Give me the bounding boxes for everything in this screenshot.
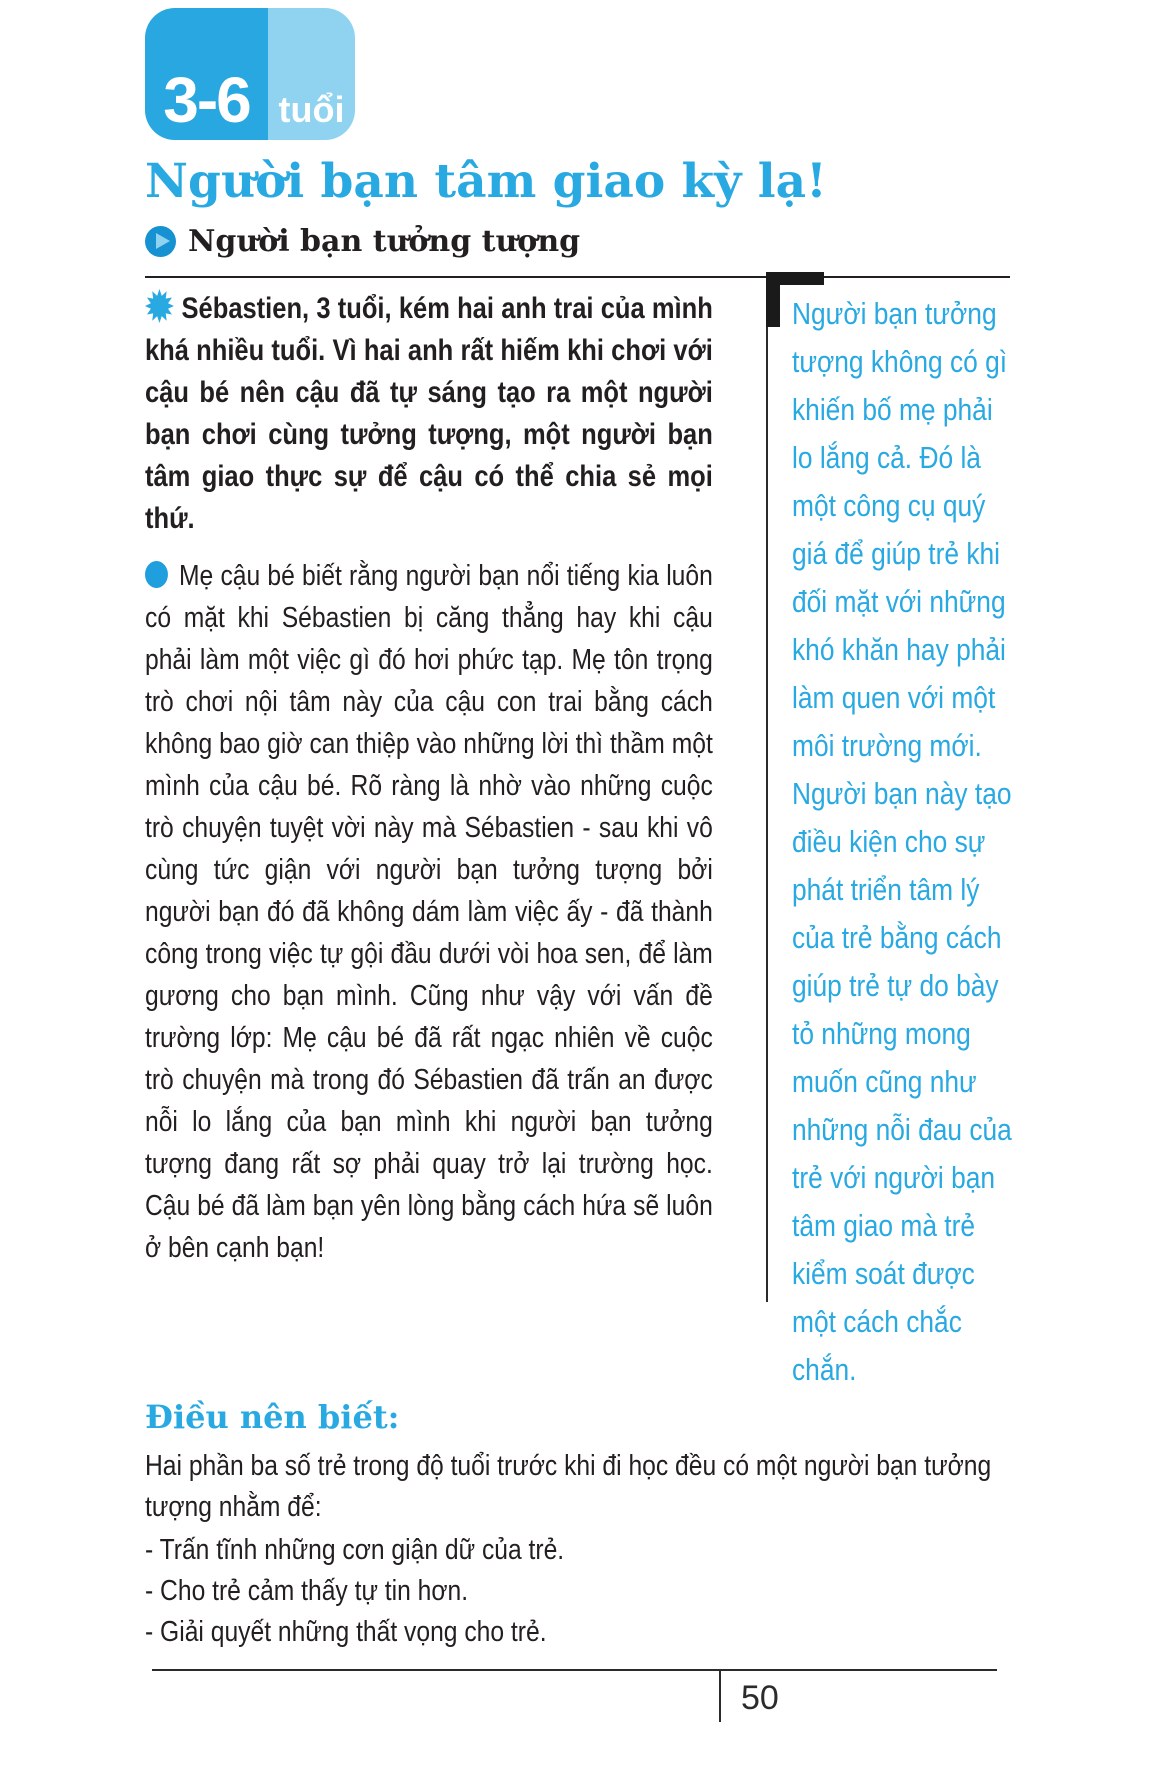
subtitle-label: Người bạn tưởng tượng xyxy=(188,224,581,260)
footer-divider xyxy=(152,1669,997,1671)
subtitle-row xyxy=(145,222,1040,262)
circle-bullet-icon xyxy=(145,561,168,588)
know-section xyxy=(145,1398,1040,1653)
body-paragraph xyxy=(145,555,713,1269)
starburst-icon xyxy=(145,289,174,323)
know-intro: Hai phần ba số trẻ trong độ tuổi trước khi đi học đều có một người bạn tưởng tượng nhằm để: xyxy=(145,1449,992,1523)
know-body xyxy=(145,1446,1040,1653)
know-heading: Điều nên biết: xyxy=(145,1397,400,1436)
body-paragraph-text: Mẹ cậu bé biết rằng người bạn nổi tiếng kia luôn có mặt khi Sébastien bị căng thẳng hay khi cậu phải làm một việc gì đó hơi phức tạp. Mẹ tôn trọng trò chơi nội tâm này của cậu con trai bằng cách không bao giờ can thiệp vào những lời thì thầm một mình của cậu bé. Rõ ràng là nhờ vào những cuộc trò chuyện tuyệt vời này mà Sébastien - sau khi vô cùng tức giận với người bạn tưởng tượng bởi người bạn đó đã không dám làm việc ấy - đã thành công trong việc tự gội đầu dưới vòi hoa sen, để làm gương cho bạn mình. Cũng như vậy với vấn đề trường lớp: Mẹ cậu bé đã rất ngạc nhiên về cuộc trò chuyện mà trong đó Sébastien đã trấn an được nỗi lo lắng của bạn mình khi người bạn tưởng tượng đang rất sợ phải quay trở lại trường học. Cậu bé đã làm bạn yên lòng bằng cách hứa sẽ luôn ở bên cạnh bạn! xyxy=(145,559,713,1264)
article-column xyxy=(145,278,713,1394)
column-divider xyxy=(766,280,768,1302)
age-range-label: 3-6 xyxy=(145,8,268,140)
page-footer xyxy=(145,1669,1040,1769)
lead-paragraph xyxy=(145,288,713,540)
content-columns xyxy=(145,278,1040,1394)
know-item: - Trấn tĩnh những cơn giận dữ của trẻ. xyxy=(145,1533,565,1566)
age-range-badge xyxy=(145,8,355,140)
lead-paragraph-text: Sébastien, 3 tuổi, kém hai anh trai của mình khá nhiều tuổi. Vì hai anh rất hiếm khi chơi với cậu bé nên cậu đã tự sáng tạo ra một người bạn chơi cùng tưởng tượng, một người bạn tâm giao thực sự để cậu có thể chia sẻ mọi thứ. xyxy=(145,291,713,535)
page-content xyxy=(145,0,1040,1769)
play-icon xyxy=(145,226,176,257)
sidebar-note xyxy=(792,278,1012,1394)
column-gap xyxy=(713,278,792,1394)
know-item: - Giải quyết những thất vọng cho trẻ. xyxy=(145,1615,547,1648)
sidebar-note-text: Người bạn tưởng tượng không có gì khiến bố mẹ phải lo lắng cả. Đó là một công cụ quý giá để giúp trẻ khi đối mặt với những khó khăn hay phải làm quen với một môi trường mới. Người bạn này tạo điều kiện cho sự phát triển tâm lý của trẻ bằng cách giúp trẻ tự do bày tỏ những mong muốn cũng như những nỗi đau của trẻ với người bạn tâm giao mà trẻ kiểm soát được một cách chắc chắn. xyxy=(792,295,1012,1387)
page-number: 50 xyxy=(741,1678,779,1717)
know-item: - Cho trẻ cảm thấy tự tin hơn. xyxy=(145,1574,469,1607)
footer-tick xyxy=(719,1669,721,1722)
age-unit-label: tuổi xyxy=(268,8,355,140)
page-title: Người bạn tâm giao kỳ lạ! xyxy=(145,154,827,209)
